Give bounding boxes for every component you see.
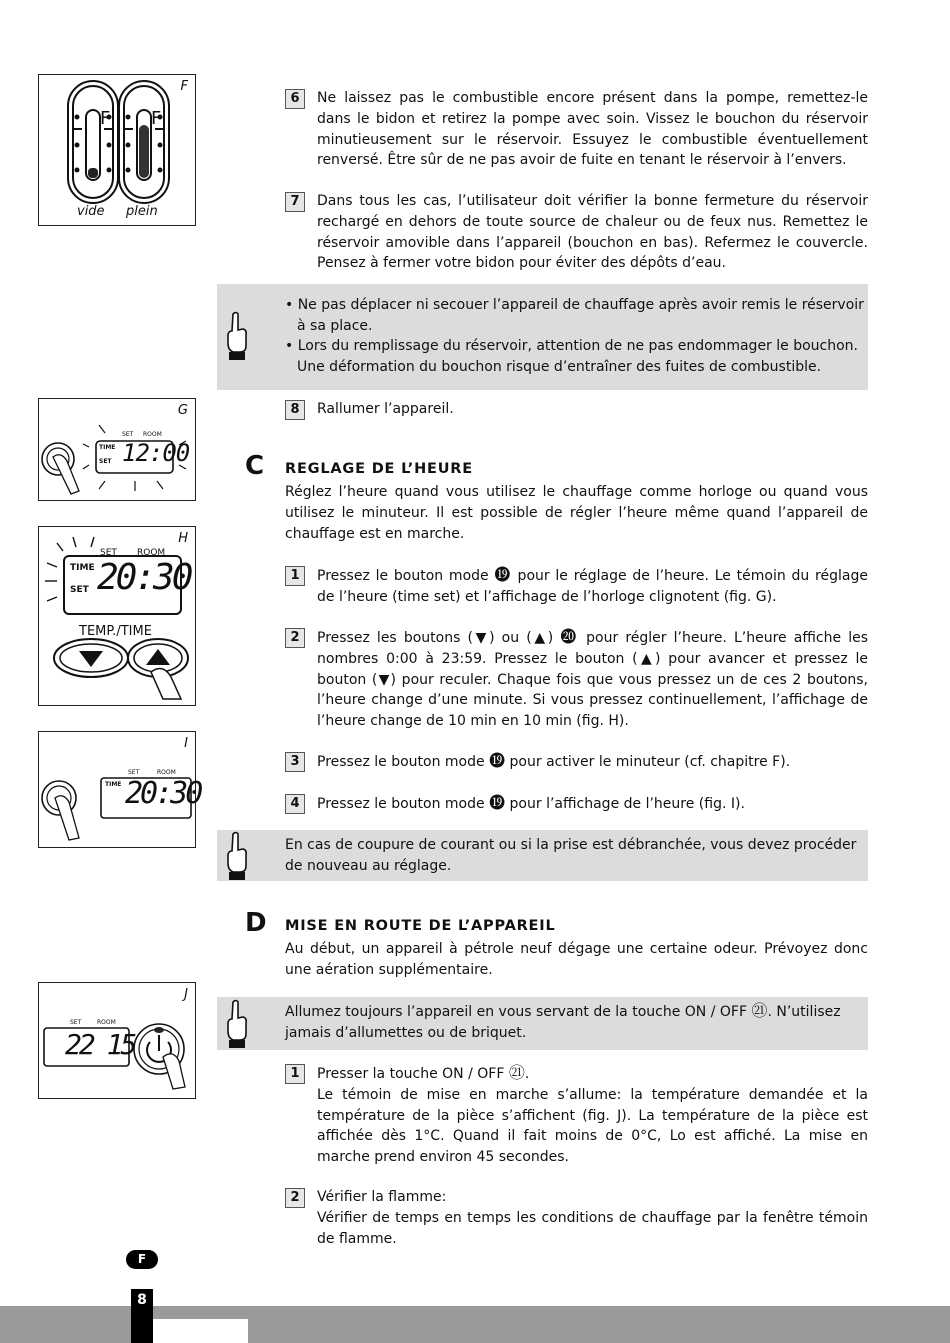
lcd-room-label: ROOM (157, 769, 176, 776)
lcd-set2-label: SET (70, 585, 89, 595)
note-text: Allumez toujours l’appareil en vous servant de la touche ON / OFF ㉑. N’utilisez jamais d’allumettes ou de briquet. (285, 1001, 841, 1041)
step-number: 7 (285, 192, 305, 212)
lcd-time-label: TIME (105, 781, 122, 788)
section-title: REGLAGE DE L’HEURE (285, 461, 473, 477)
lcd-set-label: SET (100, 548, 117, 558)
note-bullet-1: • Ne pas déplacer ni secouer l’appareil de chauffage après avoir remis le réservoir à sa place. (285, 297, 864, 334)
section-intro: Réglez l’heure quand vous utilisez le chauffage comme horloge ou quand vous utilisez le minuteur. Il est possible de régler l’heure même quand l’appareil de chauffage est en marche. (285, 484, 868, 542)
warning-note-ignition (217, 997, 868, 1050)
warning-note-refill (217, 284, 868, 390)
step-2-text (317, 1187, 868, 1249)
lcd-set2-label: SET (99, 458, 112, 465)
step-4-text: Pressez le bouton mode ⓳ pour l’affichage de l’heure (fig. I). (317, 793, 745, 812)
page-number: 8 (131, 1289, 153, 1343)
step-8-text: Rallumer l’appareil. (317, 401, 454, 417)
fuel-gauge-illustration (39, 75, 195, 225)
lcd-room-label: ROOM (97, 1019, 116, 1026)
temp-time-label: TEMP./TIME (79, 624, 152, 639)
step-2-heading: Vérifier la flamme: (317, 1189, 447, 1205)
gauge-mark-right: F (151, 108, 162, 129)
warning-note-power-cut (217, 830, 868, 881)
label-plein: plein (126, 204, 158, 219)
step-7-text: Dans tous les cas, l’utilisateur doit vérifier la bonne fermeture du réservoir rechargé en dehors de toute source de chaleur ou de feux nus. Remettez le réservoir amovible dans l’appareil (bouchon en bas). Refermez le couvercle. Pensez à fermer votre bidon pour éviter des dépôts d’eau. (317, 193, 868, 272)
lcd-set-label: SET (122, 431, 134, 438)
lcd-time-label: TIME (99, 444, 116, 451)
step-6-text: Ne laissez pas le combustible encore présent dans la pompe, remettez-le dans le bidon et retirez la pompe avec soin. Vissez le bouchon du réservoir minutieusement sur le réservoir. Essuyez le combustible éventuellement renversé. Être sûr de ne pas avoir de fuite en tenant le réservoir à l’envers. (317, 90, 868, 169)
figure-h (38, 526, 196, 706)
footer-white-block (153, 1319, 248, 1343)
step-1-text: Pressez le bouton mode ⓳ pour le réglage de l’heure. Le témoin du réglage de l’heure (time set) et l’affichage de l’horloge clignotent (fig. G). (317, 565, 868, 605)
note-bullet-2: • Lors du remplissage du réservoir, attention de ne pas endommager le bouchon. Une déformation du bouchon risque d’entraîner des fuites de combustible. (285, 338, 858, 375)
note-text: En cas de coupure de courant ou si la prise est débranchée, vous devez procéder de nouveau au réglage. (285, 837, 857, 874)
step-number: 2 (285, 1188, 305, 1208)
lcd-display: 22 15 (65, 1028, 135, 1061)
step-2-text: Pressez les boutons (▼) ou (▲) ⓴ pour régler l’heure. L’heure affiche les nombres 0:00 à 23:59. Pressez le bouton (▲) pour avancer et pressez le bouton (▼) pour reculer. Chaque fois que vous pressez un de ces 2 boutons, l’heure change d’une minute. Si vous pressez continuellement, l’affichage de l’heure change de 10 min en 10 min (fig. H). (317, 627, 869, 730)
lcd-display: 20:30 (97, 557, 191, 598)
step-number: 2 (285, 628, 305, 648)
step-number: 8 (285, 400, 305, 420)
language-badge: F (126, 1250, 158, 1269)
pointing-hand-icon (224, 310, 250, 362)
label-vide: vide (77, 204, 105, 219)
step-1-body: Le témoin de mise en marche s’allume: la température demandée et la température de la pièce s’affichent (fig. J). La température de la pièce est affichée dès 1°C. Quand il fait moins de 0°C, Lo est affiché. La mise en marche prend environ 45 secondes. (317, 1086, 868, 1166)
section-intro: Au début, un appareil à pétrole neuf dégage une certaine odeur. Prévoyez donc une aération supplémentaire. (285, 941, 868, 978)
step-1-heading: Presser la touche ON / OFF ㉑. (317, 1063, 530, 1082)
section-letter: C (245, 451, 265, 481)
step-number: 4 (285, 794, 305, 814)
gauge-mark-left: F (100, 108, 111, 129)
step-number: 1 (285, 566, 305, 586)
figure-j (38, 982, 196, 1099)
lcd-room-label: ROOM (143, 431, 162, 438)
figure-letter: F (180, 79, 188, 94)
figure-letter: H (178, 531, 188, 546)
figure-letter: J (184, 987, 188, 1002)
step-number: 1 (285, 1064, 305, 1084)
figure-f (38, 74, 196, 226)
step-1-text (317, 1063, 868, 1168)
lcd-time-label: TIME (70, 563, 95, 573)
section-letter: D (245, 908, 267, 938)
section-title: MISE EN ROUTE DE L’APPAREIL (285, 918, 556, 934)
figure-i (38, 731, 201, 848)
figure-g (38, 398, 196, 501)
lcd-room-label: ROOM (137, 548, 166, 558)
step-number: 3 (285, 752, 305, 772)
lcd-display: 12:00 (122, 439, 190, 467)
pointing-hand-icon (224, 998, 250, 1050)
step-3-text: Pressez le bouton mode ⓳ pour activer le minuteur (cf. chapitre F). (317, 751, 791, 770)
temp-time-buttons-illustration (39, 527, 195, 705)
lcd-set-label: SET (70, 1019, 82, 1026)
pointing-hand-icon (224, 830, 250, 882)
lcd-display: 20:30 (125, 776, 201, 811)
step-2-body: Vérifier de temps en temps les conditions de chauffage par la fenêtre témoin de flamme. (317, 1209, 868, 1247)
figure-letter: I (184, 736, 188, 751)
figure-letter: G (177, 403, 188, 418)
step-number: 6 (285, 89, 305, 109)
lcd-set-label: SET (128, 769, 140, 776)
